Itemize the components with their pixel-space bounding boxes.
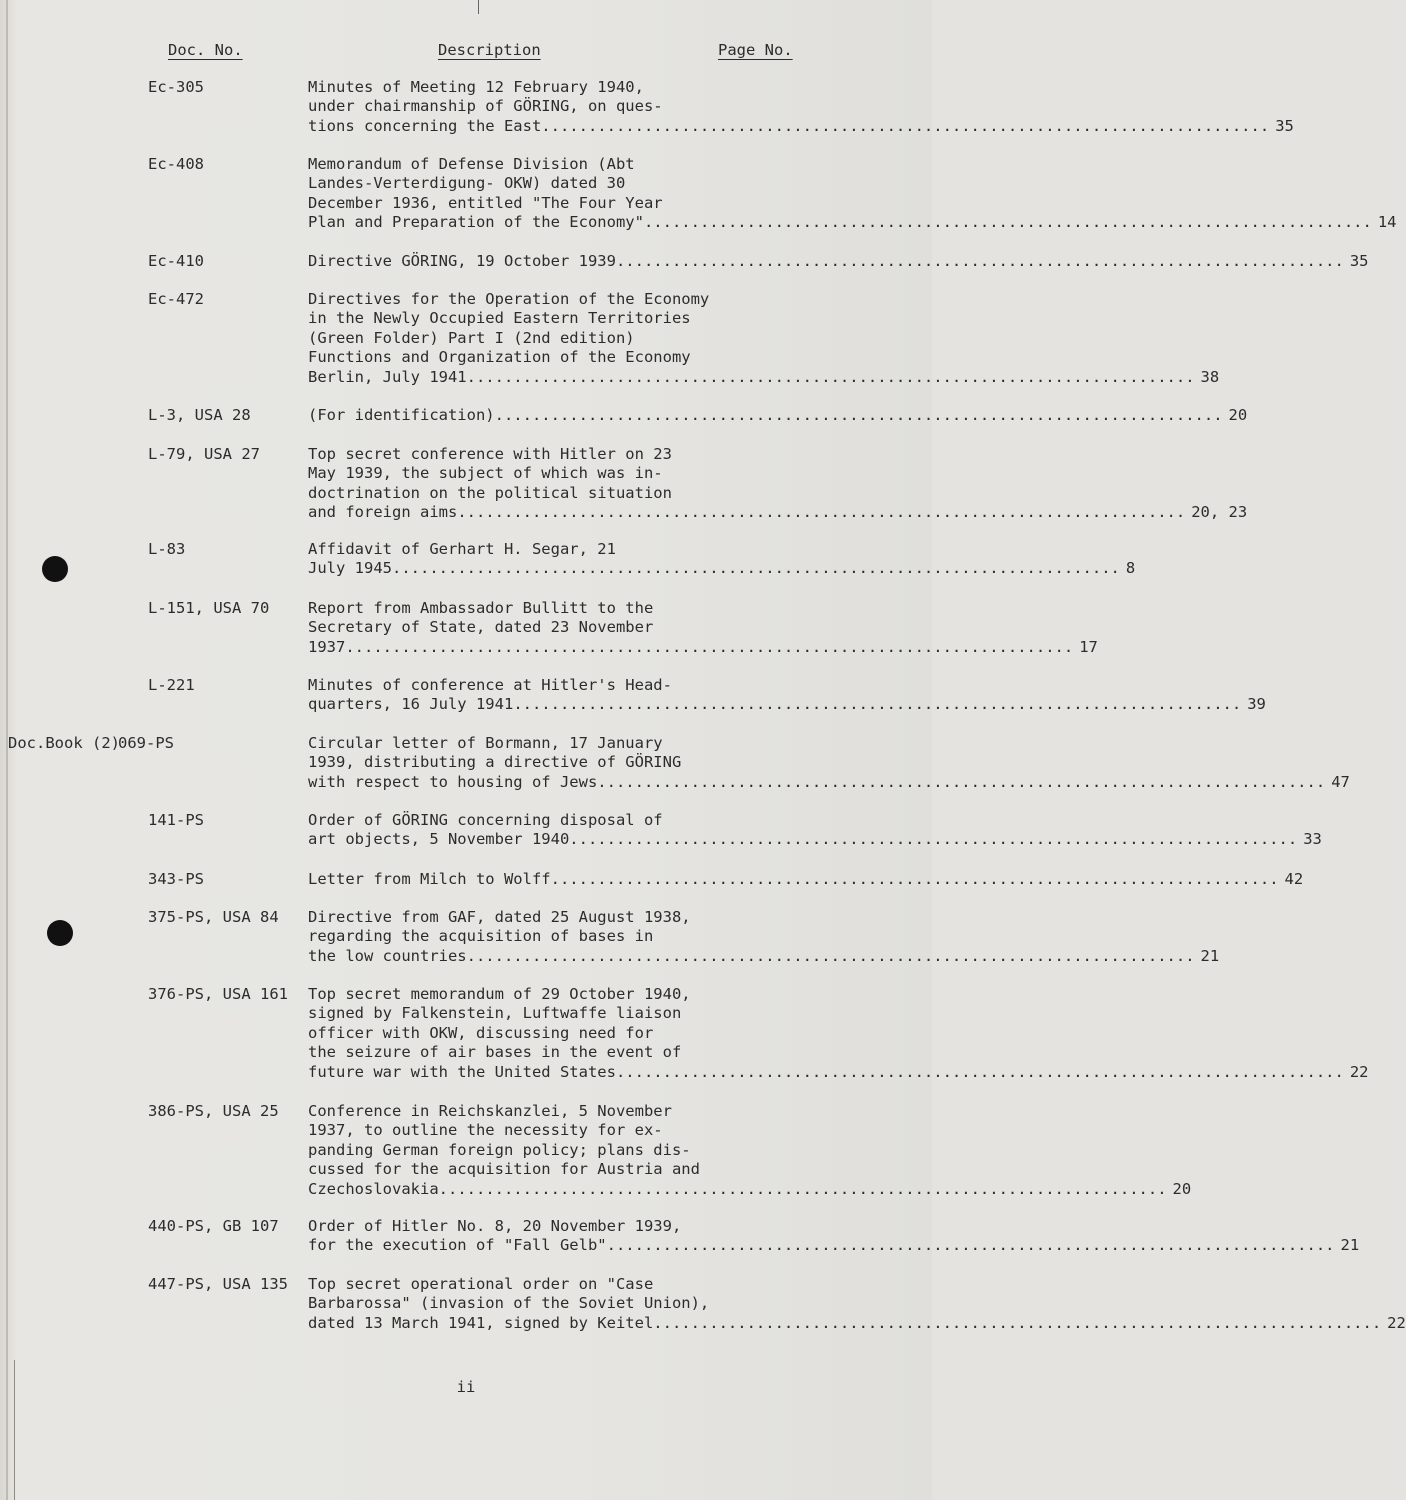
- description-line: Circular letter of Bormann, 17 January: [308, 734, 663, 752]
- description-line: May 1939, the subject of which was in-: [308, 464, 663, 483]
- description-line: Conference in Reichskanzlei, 5 November: [308, 1102, 672, 1120]
- description-text: quarters, 16 July 1941: [308, 695, 514, 714]
- page-reference: 33: [1303, 830, 1322, 849]
- description-line: Order of GÖRING concerning disposal of: [308, 811, 663, 829]
- description-text: July 1945: [308, 559, 392, 578]
- description-line: panding German foreign policy; plans dis-: [308, 1140, 691, 1159]
- dot-leader: ..............................................................................: [466, 367, 1195, 386]
- entry-description: [308, 1102, 1192, 1199]
- description-line: Top secret conference with Hitler on 23: [308, 445, 672, 463]
- description-text: dated 13 March 1941, signed by Keitel: [308, 1313, 654, 1332]
- description-line: in the Newly Occupied Eastern Territories: [308, 309, 691, 328]
- description-text: tions concerning the East: [308, 116, 542, 135]
- description-last-line: [308, 116, 1294, 136]
- dot-leader: ..............................................................................: [513, 695, 1242, 714]
- margin-note: Doc.Book (2): [8, 734, 120, 752]
- dot-leader: ..............................................................................: [392, 559, 1120, 578]
- doc-number: L-79, USA 27: [148, 445, 260, 463]
- description-last-line: [308, 946, 1220, 966]
- description-line: Memorandum of Defense Division (Abt: [308, 155, 635, 173]
- description-text: Berlin, July 1941: [308, 367, 467, 386]
- description-last-line: [308, 367, 1220, 387]
- dot-leader: ..............................................................................: [466, 946, 1195, 965]
- entry-description: [308, 445, 1248, 523]
- entry-description: [308, 1217, 1360, 1256]
- page-reference: 42: [1284, 870, 1304, 888]
- description-last-line: [308, 870, 1304, 889]
- doc-number: 440-PS, GB 107: [148, 1217, 279, 1235]
- description-text: art objects, 5 November 1940: [308, 830, 570, 849]
- doc-number: 386-PS, USA 25: [148, 1102, 279, 1120]
- doc-number: L-3, USA 28: [148, 406, 251, 424]
- description-line: Minutes of conference at Hitler's Head-: [308, 676, 672, 694]
- page-reference: 14: [1377, 213, 1397, 232]
- dot-leader: ..............................................................................: [494, 406, 1223, 424]
- entry-description: [308, 252, 1369, 271]
- description-line: signed by Falkenstein, Luftwaffe liaison: [308, 1004, 682, 1023]
- doc-number: 343-PS: [148, 870, 204, 888]
- entry-description: [308, 155, 1397, 233]
- entry-description: [308, 676, 1266, 715]
- doc-number: 141-PS: [148, 811, 204, 829]
- description-line: (Green Folder) Part I (2nd edition): [308, 328, 635, 347]
- description-line: cussed for the acquisition for Austria and: [308, 1160, 700, 1179]
- description-text: Plan and Preparation of the Economy": [308, 213, 644, 232]
- page-reference: 35: [1275, 116, 1294, 135]
- description-text: and foreign aims: [308, 503, 458, 522]
- dot-leader: ..............................................................................: [653, 1313, 1382, 1332]
- page-reference: 21: [1340, 1236, 1360, 1255]
- page-reference: 22: [1387, 1313, 1406, 1332]
- dot-leader: ..............................................................................: [541, 116, 1270, 135]
- dot-leader: ..............................................................................: [438, 1179, 1167, 1198]
- doc-number: L-83: [148, 540, 186, 558]
- description-text: with respect to housing of Jews: [308, 772, 598, 791]
- page-reference: 35: [1349, 252, 1369, 270]
- description-last-line: [308, 252, 1369, 271]
- description-line: Minutes of Meeting 12 February 1940,: [308, 78, 644, 96]
- dot-leader: ..............................................................................: [457, 503, 1186, 522]
- entry-description: [308, 870, 1304, 889]
- description-last-line: [308, 1062, 1369, 1082]
- description-line: Top secret operational order on "Case: [308, 1275, 654, 1293]
- entry-description: [308, 406, 1248, 425]
- page-reference: 8: [1125, 559, 1136, 578]
- description-text: Czechoslovakia: [308, 1179, 439, 1198]
- header-doc-no: Doc. No.: [168, 41, 243, 59]
- page-number: ii: [456, 1378, 476, 1396]
- description-line: Report from Ambassador Bullitt to the: [308, 599, 654, 617]
- entry-description: [308, 811, 1322, 850]
- doc-number: L-151, USA 70: [148, 599, 270, 617]
- description-last-line: [308, 637, 1098, 657]
- header-description: Description: [438, 41, 541, 59]
- doc-number: L-221: [148, 676, 195, 694]
- page-reference: 38: [1200, 367, 1220, 386]
- description-line: December 1936, entitled "The Four Year: [308, 193, 663, 212]
- description-line: 1939, distributing a directive of GÖRING: [308, 753, 682, 772]
- description-last-line: [308, 695, 1266, 714]
- description-text: future war with the United States: [308, 1062, 616, 1081]
- dot-leader: ..............................................................................: [615, 1062, 1344, 1081]
- description-text: 1937: [308, 637, 346, 656]
- description-line: the seizure of air bases in the event of: [308, 1043, 682, 1062]
- punch-hole: [42, 556, 68, 582]
- dot-leader: ..............................................................................: [643, 213, 1372, 232]
- entry-description: [308, 78, 1294, 136]
- description-text: for the execution of "Fall Gelb": [308, 1236, 607, 1255]
- doc-number: Ec-305: [148, 78, 204, 96]
- page-reference: 39: [1247, 695, 1266, 714]
- description-line: Functions and Organization of the Economy: [308, 348, 691, 367]
- entry-description: [308, 734, 1350, 792]
- page-reference: 20, 23: [1191, 503, 1248, 522]
- top-mark: [478, 0, 479, 14]
- entry-description: [308, 985, 1369, 1082]
- dot-leader: ..............................................................................: [550, 870, 1279, 888]
- doc-number: Ec-408: [148, 155, 204, 173]
- description-last-line: [308, 1313, 1406, 1333]
- entry-description: [308, 908, 1220, 966]
- description-line: Directives for the Operation of the Economy: [308, 290, 710, 308]
- header-page-no: Page No.: [718, 41, 793, 59]
- entry-description: [308, 599, 1098, 657]
- description-line: 1937, to outline the necessity for ex-: [308, 1121, 663, 1140]
- entry-description: [308, 540, 1136, 579]
- description-line: Secretary of State, dated 23 November: [308, 618, 654, 637]
- description-line: Directive from GAF, dated 25 August 1938,: [308, 908, 691, 926]
- page-reference: 17: [1079, 637, 1098, 656]
- description-last-line: [308, 406, 1248, 425]
- doc-number: 375-PS, USA 84: [148, 908, 279, 926]
- description-text: (For identification): [308, 406, 495, 424]
- page-reference: 22: [1349, 1062, 1369, 1081]
- dot-leader: ..............................................................................: [597, 772, 1326, 791]
- entry-description: [308, 1275, 1406, 1333]
- page-reference: 20: [1228, 406, 1248, 424]
- description-last-line: [308, 1179, 1192, 1199]
- description-line: Top secret memorandum of 29 October 1940,: [308, 985, 691, 1003]
- dot-leader: ..............................................................................: [345, 637, 1074, 656]
- description-line: regarding the acquisition of bases in: [308, 927, 654, 946]
- doc-number: 447-PS, USA 135: [148, 1275, 288, 1293]
- entry-description: [308, 290, 1220, 387]
- description-text: the low countries: [308, 946, 467, 965]
- description-last-line: [308, 503, 1248, 522]
- dot-leader: ..............................................................................: [606, 1236, 1335, 1255]
- doc-number: 069-PS: [118, 734, 174, 752]
- description-line: officer with OKW, discussing need for: [308, 1023, 654, 1042]
- doc-number: Ec-472: [148, 290, 204, 308]
- page-reference: 21: [1200, 946, 1220, 965]
- description-line: Order of Hitler No. 8, 20 November 1939,: [308, 1217, 682, 1235]
- description-text: Directive GÖRING, 19 October 1939: [308, 252, 616, 270]
- description-last-line: [308, 772, 1350, 792]
- page-reference: 47: [1331, 772, 1350, 791]
- description-last-line: [308, 1236, 1360, 1255]
- description-last-line: [308, 559, 1136, 578]
- description-line: doctrination on the political situation: [308, 483, 672, 502]
- description-line: under chairmanship of GÖRING, on ques-: [308, 97, 663, 116]
- page-reference: 20: [1172, 1179, 1192, 1198]
- dot-leader: ..............................................................................: [615, 252, 1344, 270]
- doc-number: Ec-410: [148, 252, 204, 270]
- description-line: Barbarossa" (invasion of the Soviet Union),: [308, 1294, 710, 1313]
- dot-leader: ..............................................................................: [569, 830, 1298, 849]
- description-last-line: [308, 830, 1322, 849]
- description-text: Letter from Milch to Wolff: [308, 870, 551, 888]
- description-last-line: [308, 213, 1397, 232]
- doc-number: 376-PS, USA 161: [148, 985, 288, 1003]
- punch-hole: [47, 920, 73, 946]
- description-line: Affidavit of Gerhart H. Segar, 21: [308, 540, 616, 558]
- description-line: Landes-Verterdigung- OKW) dated 30: [308, 174, 626, 193]
